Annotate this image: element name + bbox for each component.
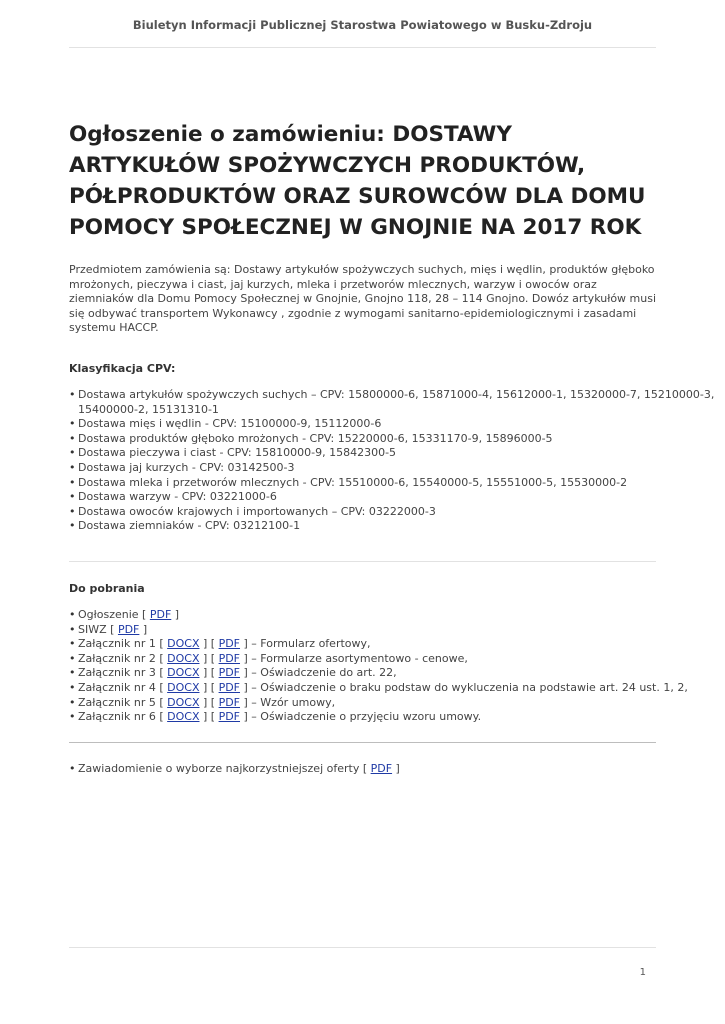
download-item bbox=[69, 623, 688, 638]
download-separator: ] [ bbox=[199, 680, 219, 694]
download-suffix: ] – Wzór umowy, bbox=[240, 695, 336, 709]
download-suffix: ] – Oświadczenie do art. 22, bbox=[240, 666, 397, 680]
intro-paragraph: Przedmiotem zamówienia są: Dostawy artykułów spożywczych suchych, mięs i wędlin, produktów głęboko mrożonych, pieczywa i ciast, jaj kurzych, mleka i przetworów mlecznych, warzyw i owoców oraz ziemniaków dla Domu Pomocy Społecznej w Gnojnie, Gnojno 118, 28 – 114 Gnojno. Dowóz artykułów musi się odbywać transportem Wykonawcy , zgodnie z wymogami sanitarno-epidemiologicznymi i zasadami systemu HACCP. bbox=[69, 263, 657, 335]
download-separator: ] [ bbox=[199, 695, 219, 709]
cpv-heading: Klasyfikacja CPV: bbox=[69, 362, 176, 375]
cpv-item: • Dostawa ziemniaków - CPV: 03212100-1 bbox=[69, 519, 725, 534]
cpv-item: • Dostawa warzyw - CPV: 03221000-6 bbox=[69, 490, 725, 505]
download-item bbox=[69, 696, 688, 711]
pdf-link[interactable]: PDF bbox=[218, 666, 241, 680]
docx-link[interactable]: DOCX bbox=[167, 666, 200, 680]
notice-suffix: ] bbox=[392, 762, 400, 775]
page-title: Ogłoszenie o zamówieniu: DOSTAWY ARTYKUŁÓW SPOŻYWCZYCH PRODUKTÓW, PÓŁPRODUKTÓW ORAZ SUROWCÓW DLA DOMU POMOCY SPOŁECZNEJ W GNOJNIE NA 2017 ROK bbox=[69, 122, 646, 240]
docx-link[interactable]: DOCX bbox=[167, 637, 200, 651]
pdf-link[interactable]: PDF bbox=[218, 680, 241, 694]
site-header-title: Biuletyn Informacji Publicznej Starostwa Powiatowego w Busku-Zdroju bbox=[132, 18, 593, 32]
download-item bbox=[69, 608, 688, 623]
download-label: SIWZ [ bbox=[78, 622, 118, 636]
footer-divider bbox=[69, 947, 656, 948]
page-number: 1 bbox=[639, 967, 646, 978]
notice-item bbox=[69, 762, 400, 777]
download-suffix: ] – Formularz ofertowy, bbox=[240, 637, 371, 651]
cpv-item: • Dostawa pieczywa i ciast - CPV: 15810000-9, 15842300-5 bbox=[69, 446, 725, 461]
cpv-list bbox=[69, 388, 725, 534]
download-label: Załącznik nr 3 [ bbox=[78, 666, 168, 680]
cpv-item: • Dostawa mięs i wędlin - CPV: 15100000-9, 15112000-6 bbox=[69, 417, 725, 432]
cpv-item: • Dostawa produktów głęboko mrożonych - CPV: 15220000-6, 15331170-9, 15896000-5 bbox=[69, 432, 725, 447]
download-label: Załącznik nr 6 [ bbox=[78, 710, 168, 724]
section-divider bbox=[69, 742, 656, 743]
docx-link[interactable]: DOCX bbox=[167, 651, 200, 665]
download-item bbox=[69, 681, 688, 696]
cpv-item: • Dostawa jaj kurzych - CPV: 03142500-3 bbox=[69, 461, 725, 476]
download-suffix: ] bbox=[171, 608, 180, 621]
download-separator: ] [ bbox=[199, 666, 219, 680]
notice-list bbox=[69, 762, 400, 777]
cpv-item: • Dostawa mleka i przetworów mlecznych - CPV: 15510000-6, 15540000-5, 15551000-5, 15530000-2 bbox=[69, 476, 725, 491]
download-suffix: ] – Formularze asortymentowo - cenowe, bbox=[240, 651, 468, 665]
pdf-link[interactable]: PDF bbox=[218, 651, 241, 665]
docx-link[interactable]: DOCX bbox=[167, 695, 200, 709]
cpv-item: • Dostawa artykułów spożywczych suchych – CPV: 15800000-6, 15871000-4, 15612000-1, 15320000-7, 15210000-3, 15400000-2, 15131310-1 bbox=[69, 388, 725, 417]
download-label: Załącznik nr 4 [ bbox=[78, 680, 168, 694]
download-suffix: ] – Oświadczenie o braku podstaw do wykluczenia na podstawie art. 24 ust. 1, 2, bbox=[240, 680, 688, 694]
pdf-link[interactable]: PDF bbox=[149, 608, 172, 621]
pdf-link[interactable]: PDF bbox=[218, 695, 241, 709]
pdf-link[interactable]: PDF bbox=[370, 762, 393, 775]
header-divider bbox=[69, 47, 656, 48]
cpv-item: • Dostawa owoców krajowych i importowanych – CPV: 03222000-3 bbox=[69, 505, 725, 520]
download-item bbox=[69, 652, 688, 667]
downloads-list bbox=[69, 608, 688, 725]
pdf-link[interactable]: PDF bbox=[218, 710, 241, 724]
download-suffix: ] – Oświadczenie o przyjęciu wzoru umowy. bbox=[240, 710, 482, 724]
pdf-link[interactable]: PDF bbox=[218, 637, 241, 651]
download-label: Załącznik nr 1 [ bbox=[78, 637, 168, 651]
download-label: Załącznik nr 2 [ bbox=[78, 651, 168, 665]
download-suffix: ] bbox=[139, 622, 148, 636]
download-separator: ] [ bbox=[199, 710, 219, 724]
section-divider bbox=[69, 561, 656, 562]
download-item bbox=[69, 710, 688, 725]
download-item bbox=[69, 666, 688, 681]
download-label: Ogłoszenie [ bbox=[78, 608, 150, 621]
download-separator: ] [ bbox=[199, 651, 219, 665]
pdf-link[interactable]: PDF bbox=[117, 622, 140, 636]
download-item bbox=[69, 637, 688, 652]
download-separator: ] [ bbox=[199, 637, 219, 651]
downloads-heading: Do pobrania bbox=[69, 582, 145, 595]
docx-link[interactable]: DOCX bbox=[167, 710, 200, 724]
download-label: Załącznik nr 5 [ bbox=[78, 695, 168, 709]
notice-label: Zawiadomienie o wyborze najkorzystniejszej oferty [ bbox=[78, 762, 371, 775]
docx-link[interactable]: DOCX bbox=[167, 680, 200, 694]
